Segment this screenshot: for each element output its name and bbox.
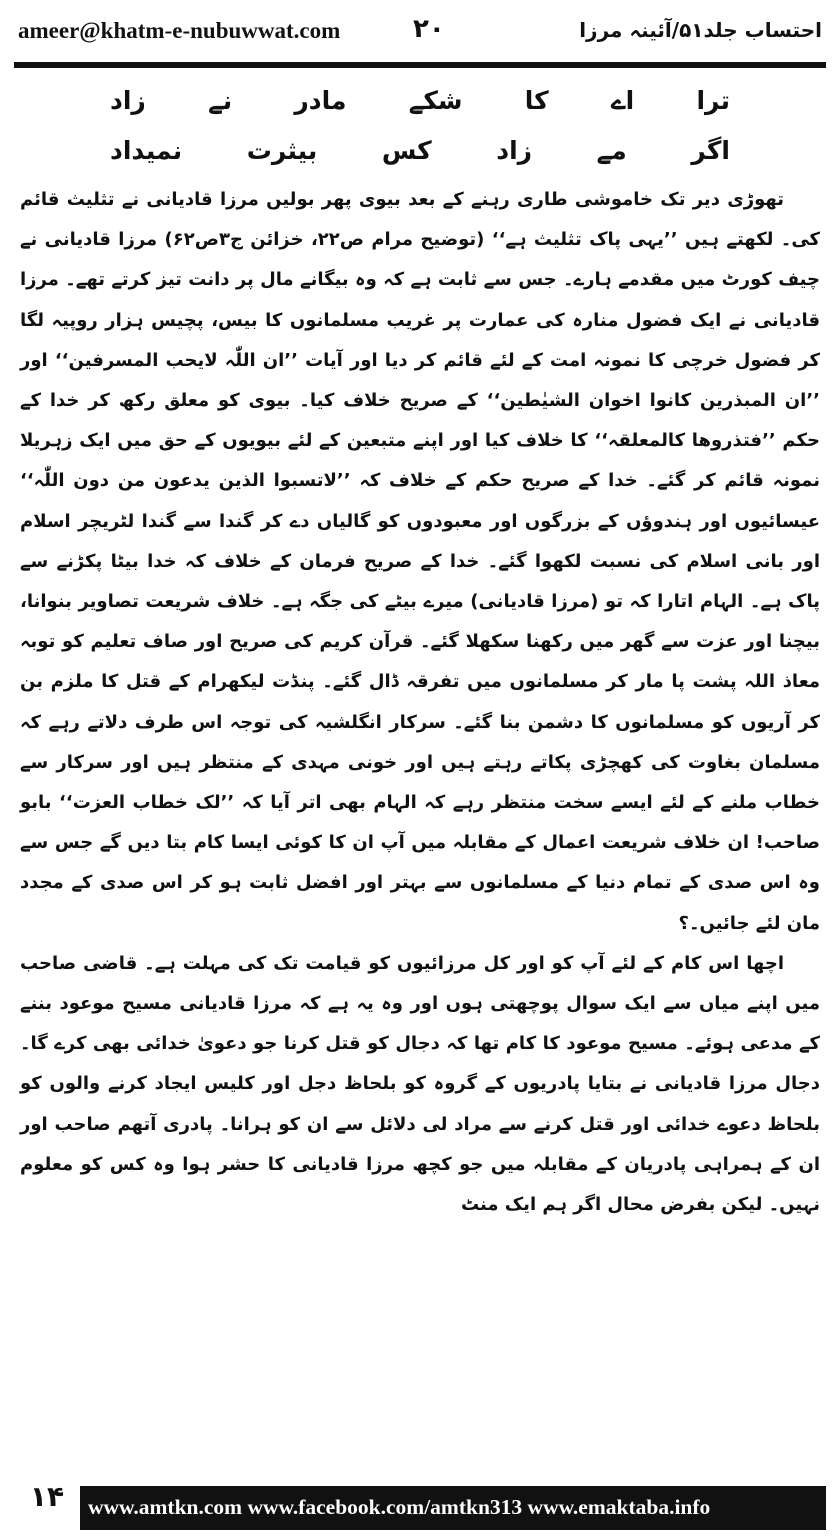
footer-urls[interactable]: www.amtkn.com www.facebook.com/amtkn313 www.emaktaba.info <box>88 1495 711 1519</box>
header-rule <box>14 62 826 68</box>
paragraph-1: تھوڑی دیر تک خاموشی طاری رہنے کے بعد بیوی پھر بولیں مرزا قادیانی نے تثلیث قائم کی۔ لکھتے ہیں ’’یہی پاک تثلیث ہے‘‘ (توضیح مرام ص۲۲، خزائن ج۳ص۶۲) مرزا قادیانی نے چیف کورٹ میں مقدمے ہارے۔ جس سے ثابت ہے کہ وہ بیگانے مال پر دانت تیز کرتے تھے۔ مرزا قادیانی نے ایک فضول منارہ کی عمارت پر غریب مسلمانوں کا بیس، پچیس ہزار روپیہ لگا کر فضول خرچی کا نمونہ امت کے لئے قائم کر دیا اور آیات ’’ان اللّٰہ لایحب المسرفین‘‘ اور ’’ان المبذرین کانوا اخوان الشیٰطین‘‘ کے صریح خلاف کیا۔ بیوی کو معلق رکھ کر خدا کے حکم ’’فتذروھا کالمعلقہ‘‘ کا خلاف کیا اور اپنے متبعین کے لئے بیویوں کے حق میں ایک زہریلا نمونہ قائم کر گئے۔ خدا کے صریح حکم کے خلاف کہ ’’لاتسبوا الذین یدعون من دون اللّٰہ‘‘ عیسائیوں اور ہندوؤں کے بزرگوں اور معبودوں کو گالیاں دے کر گندا سے گندا لٹریچر اسلام اور بانی اسلام کی نسبت لکھوا گئے۔ خدا کے صریح فرمان کے خلاف کہ خدا بیٹا پکڑنے سے پاک ہے۔ الہام اتارا کہ تو (مرزا قادیانی) میرے بیٹے کی جگہ ہے۔ خلاف شریعت تصاویر بنوانا، بیچنا اور عزت سے گھر میں رکھنا سکھلا گئے۔ قرآن کریم کی صریح اور صاف تعلیم کو توبہ معاذ اللہ پشت پا مار کر مسلمانوں میں تفرقہ ڈال گئے۔ پنڈت لیکھرام کے قتل کا ملزم بن کر آریوں کو مسلمانوں کا دشمن بنا گئے۔ سرکار انگلشیہ کی توجہ اس طرف دلاتے رہے کہ مسلمان بغاوت کی کھچڑی پکاتے رہتے ہیں اور خونی مہدی کے منتظر ہیں اور سرکار سے خطاب ملنے کے لئے ایسے سخت منتظر رہے کہ الہام بھی اتر آیا کہ ’’لک خطاب العزت‘‘ بابو صاحب! ان خلاف شریعت اعمال کے مقابلہ میں آپ ان کا کوئی ایسا کام بتا دیں گے جس سے وہ اس صدی کے تمام دنیا کے مسلمانوں سے بہتر اور افضل ثابت ہو کر اس صدی کے مجدد مان لئے جائیں۔؟ <box>20 189 821 934</box>
header-email[interactable]: ameer@khatm-e-nubuwwat.com <box>18 18 341 43</box>
body-text <box>20 180 820 1225</box>
footer-bar <box>80 1486 826 1530</box>
footer-page-number: ۱۴ <box>29 1480 65 1513</box>
verse-line-1: ترا اے کا شکے مادر نے زاد <box>110 86 730 115</box>
verse-line-2: اگر مے زاد کس بیثرت نمیداد <box>110 136 730 165</box>
page-footer <box>14 1480 826 1530</box>
header-page-number: ۲۰ <box>413 14 445 44</box>
page-header <box>18 14 822 54</box>
paragraph-2: اچھا اس کام کے لئے آپ کو اور کل مرزائیوں کو قیامت تک کی مہلت ہے۔ قاضی صاحب میں اپنے میاں سے ایک سوال پوچھتی ہوں اور وہ یہ ہے کہ مرزا قادیانی مسیح موعود بننے کے مدعی ہوئے۔ مسیح موعود کا کام تھا کہ دجال کو قتل کرنا جو دعویٰ خدائی بھی کرے گا۔ دجال مرزا قادیانی نے بتایا پادریوں کے گروہ کو بلحاظ دجل اور کلیس ایجاد کرنے والوں کو بلحاظ دعوے خدائی اور قتل کرنے سے مراد لی دلائل سے ان کو ہرانا۔ پادری آتھم صاحب اور ان کے ہمراہی پادریان کے مقابلہ میں جو کچھ مرزا قادیانی کا حشر ہوا وہ کس کو معلوم نہیں۔ لیکن بفرض محال اگر ہم ایک منٹ <box>20 952 820 1216</box>
header-title: احتساب جلد۵۱/آئینہ مرزا <box>579 18 822 42</box>
